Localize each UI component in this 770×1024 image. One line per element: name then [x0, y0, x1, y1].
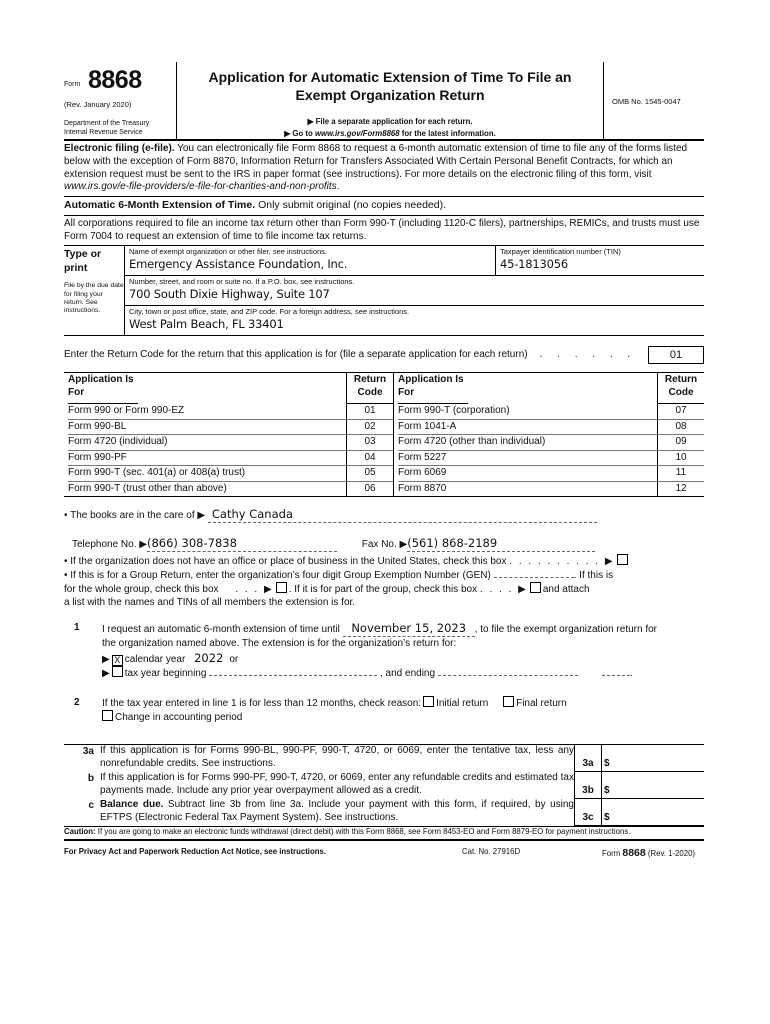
return-code-cell: 01: [347, 404, 393, 420]
line-text: [100, 799, 574, 826]
line-2-content: [102, 696, 704, 724]
privacy-notice: For Privacy Act and Paperwork Reduction Act Notice, see instructions.: [64, 847, 326, 857]
group-line-2: [64, 582, 704, 596]
return-type-cell: Form 1041-A: [398, 420, 657, 436]
title-line-2: Exempt Organization Return: [295, 87, 485, 104]
form-word: Form: [64, 81, 81, 88]
form-id-block: [64, 62, 177, 139]
line-1-text-a: I request an automatic 6-month extension of time until: [102, 624, 340, 636]
due-date-note: File by the due date for filing your return. See instructions.: [64, 282, 124, 315]
street-label: Number, street, and room or suite no. If a P.O. box, see instructions.: [129, 277, 355, 287]
return-type-cell: Form 990-T (sec. 401(a) or 408(a) trust): [68, 466, 346, 482]
footer-form-word: Form: [602, 849, 621, 859]
or-text: or: [229, 653, 239, 665]
line-number: 3a: [82, 746, 94, 758]
line-label: 3a: [574, 745, 601, 772]
return-type-cell: Form 4720 (individual): [68, 435, 346, 451]
caution-lead: Caution:: [64, 827, 96, 837]
phone-fax-line: [64, 536, 704, 552]
initial-return-checkbox[interactable]: [423, 696, 434, 707]
ending-label: , and ending: [380, 667, 436, 679]
return-code-cell: 03: [347, 435, 393, 451]
name-row: [125, 246, 704, 276]
city-field[interactable]: West Palm Beach, FL 33401: [129, 316, 284, 331]
efile-paragraph: [64, 141, 704, 197]
group-gen-end: . If this is: [573, 569, 614, 581]
street-row: [125, 276, 704, 306]
return-code-field[interactable]: 01: [648, 346, 704, 364]
line-text: [100, 772, 574, 799]
form-instructions: [177, 116, 603, 139]
codes-header-code: Return Code: [347, 373, 393, 404]
line-2-number: 2: [74, 696, 80, 708]
caution-note: [64, 827, 704, 841]
books-care-line: [64, 507, 704, 523]
whole-group-text: for the whole group, check this box: [64, 583, 219, 595]
line-1-content: [102, 621, 704, 680]
return-code-cell: 11: [658, 466, 704, 482]
line-description: If this application is for Forms 990-PF, 990-T, 4720, or 6069, enter any refundable credits and estimated tax payments made. Include any prior year overpayment allowed as a credit.: [100, 772, 574, 797]
line-1-row-a: [102, 621, 704, 637]
tax-year-row: ▶ tax year beginning , and ending .: [102, 667, 633, 679]
city-cell: [125, 306, 704, 335]
agency: [64, 120, 149, 138]
return-code-cell: 02: [347, 420, 393, 436]
line-1-text-c: the organization named above. The extension is for the organization’s return for:: [102, 638, 457, 650]
extension-date-field[interactable]: November 15, 2023: [343, 621, 475, 637]
return-type-cell: Form 6069: [398, 466, 657, 482]
omb-number: OMB No. 1545-0047: [612, 97, 681, 106]
codes-col-app-left: [64, 373, 346, 496]
type-or-print-heading: Type or print: [64, 248, 102, 274]
return-type-cell: Form 990-PF: [68, 451, 346, 467]
return-codes-table: [64, 372, 704, 497]
tax-year-begin-field[interactable]: [209, 675, 377, 676]
footer-form-id: [602, 847, 695, 861]
footer-revision: (Rev. 1-2020): [647, 849, 695, 859]
initial-return-label: Initial return: [436, 697, 489, 709]
tax-year-label: tax year beginning: [124, 667, 207, 679]
return-code-cell: 07: [658, 404, 704, 420]
whole-group-dots: . . . ▶: [235, 583, 274, 595]
title-line-1: Application for Automatic Extension of Time To File an: [208, 69, 572, 85]
section-heading: [64, 197, 704, 216]
return-code-cell: 05: [347, 466, 393, 482]
phone-field[interactable]: (866) 308-7838: [147, 536, 337, 552]
no-office-line: [64, 554, 704, 568]
codes-col-code-right: [657, 373, 704, 496]
tin-label: Taxpayer identification number (TIN): [500, 247, 621, 257]
amount-field[interactable]: $: [601, 799, 704, 826]
return-type-cell: Form 990-BL: [68, 420, 346, 436]
change-accounting-checkbox[interactable]: [102, 710, 113, 721]
street-cell: [125, 276, 704, 305]
tin-cell: [495, 246, 704, 275]
codes-header-app: Application Is For: [398, 373, 468, 404]
footer-form-number: 8868: [622, 847, 646, 860]
service-name: Internal Revenue Service: [64, 128, 143, 136]
calendar-year-checkbox[interactable]: X: [112, 655, 123, 666]
return-code-cell: 06: [364, 482, 376, 494]
part-group-dots: . . . . ▶: [479, 583, 528, 595]
codes-col-code-left: [346, 373, 394, 496]
line-bold-lead: Balance due.: [100, 799, 164, 811]
line-label: 3c: [574, 799, 601, 826]
final-return-label: Final return: [516, 697, 567, 709]
line-3a: [64, 745, 704, 772]
form-number: 8868: [88, 66, 142, 94]
org-name-field[interactable]: Emergency Assistance Foundation, Inc.: [129, 256, 348, 271]
instruction-goto: [177, 128, 603, 140]
form-footer: [64, 847, 704, 861]
line-2-row-b: [102, 710, 704, 724]
gen-field[interactable]: [494, 577, 574, 578]
attach-text: and attach: [542, 583, 590, 595]
no-office-text: • If the organization does not have an office or place of business in the United States, check this box: [64, 556, 507, 568]
no-office-checkbox[interactable]: [617, 554, 628, 565]
return-type-cell: Form 990 or Form 990-EZ: [68, 404, 346, 420]
part-group-checkbox[interactable]: [530, 582, 541, 593]
omb-block: [604, 62, 704, 139]
books-label: • The books are in the care of ▶: [64, 510, 206, 522]
line-1-number: 1: [74, 622, 80, 634]
irs-link[interactable]: www.irs.gov/Form8868: [314, 129, 400, 139]
goto-prefix: ▶ Go to: [284, 129, 315, 139]
calendar-year-row: ▶ X calendar year 2022 or: [102, 650, 239, 665]
group-line-3: a list with the names and TINs of all members the extension is for.: [64, 596, 356, 608]
return-code-line: [64, 346, 704, 364]
fax-field[interactable]: (561) 868-2189: [407, 536, 595, 552]
codes-header-app: Application Is For: [68, 373, 138, 404]
line-number: c: [88, 800, 94, 812]
whole-group-checkbox[interactable]: [276, 582, 287, 593]
return-code-cell: 09: [658, 435, 704, 451]
line-2-text: If the tax year entered in line 1 is for less than 12 months, check reason:: [102, 697, 422, 709]
group-line-1: [64, 569, 704, 582]
instruction-separate: ▶ File a separate application for each return.: [307, 117, 473, 127]
line-3b: [64, 772, 704, 799]
group-gen-text: • If this is for a Group Return, enter the organization’s four digit Group Exemption Number (GEN): [64, 569, 491, 581]
efile-link[interactable]: www.irs.gov/e-file-providers/e-file-for-charities-and-non-profits: [64, 181, 337, 193]
line-number: b: [87, 773, 94, 785]
phone-label: Telephone No. ▶: [72, 539, 147, 551]
return-code-cell: 08: [658, 420, 704, 436]
return-type-cell: Form 8870: [398, 482, 447, 494]
line-1: [64, 621, 704, 680]
tax-year-end-field[interactable]: [438, 675, 578, 676]
codes-header-code: Return Code: [658, 373, 704, 404]
line-3c: [64, 799, 704, 826]
return-code-cell: 12: [675, 482, 687, 494]
org-name-label: Name of exempt organization or other filer, see instructions.: [129, 247, 328, 257]
form-title: [177, 68, 603, 104]
part-group-text: . If it is for part of the group, check this box: [288, 583, 478, 595]
line-1-text-b: , to file the exempt organization return for: [474, 624, 658, 636]
tin-field[interactable]: 45-1813056: [500, 256, 568, 271]
section-title: Automatic 6-Month Extension of Time.: [64, 199, 256, 212]
calendar-year-label: calendar year: [124, 653, 186, 665]
catalog-number: Cat. No. 27916D: [462, 847, 521, 857]
efile-end: .: [336, 181, 340, 193]
fax-label: Fax No. ▶: [361, 539, 408, 551]
tax-year-end-suffix[interactable]: [602, 675, 630, 676]
filer-info-block: [64, 246, 704, 336]
amount-field[interactable]: $: [601, 745, 704, 772]
calendar-year-field[interactable]: 2022: [194, 650, 224, 665]
codes-col-app-right: [394, 373, 657, 496]
city-row: [125, 306, 704, 335]
department-name: Department of the Treasury: [64, 120, 150, 127]
return-type-cell: Form 990-T (corporation): [398, 404, 657, 420]
line-description: Subtract line 3b from line 3a. Include your payment with this form, if required, by using EFTPS (Electronic Federal Tax Payment System). See instructions.: [100, 799, 574, 824]
return-code-cell: 04: [347, 451, 393, 467]
efile-lead: Electronic filing (e-file).: [64, 143, 175, 154]
return-type-cell: Form 5227: [398, 451, 657, 467]
filer-fields: [125, 246, 704, 335]
section-note: Only submit original (no copies needed).: [255, 199, 447, 212]
city-label: City, town or post office, state, and ZIP code. For a foreign address, see instructions.: [129, 307, 410, 317]
form-revision: (Rev. January 2020): [64, 100, 132, 109]
tax-year-checkbox[interactable]: [112, 666, 123, 677]
goto-suffix: for the latest information.: [399, 129, 496, 139]
type-or-print-label: [64, 246, 125, 335]
period: .: [629, 667, 633, 679]
org-name-cell: [125, 246, 495, 275]
line-description: If this application is for Forms 990-BL, 990-PF, 990-T, 4720, or 6069, enter the tentative tax, less any nonrefundable credits. See instructions.: [100, 745, 574, 770]
form-title-block: [177, 62, 604, 139]
return-type-cell: Form 4720 (other than individual): [398, 435, 657, 451]
change-accounting-label: Change in accounting period: [115, 712, 243, 724]
no-office-dots: . . . . . . . . . . ▶: [509, 556, 615, 568]
return-code-cell: 10: [658, 451, 704, 467]
books-care-field[interactable]: Cathy Canada: [208, 507, 597, 523]
line-text: [100, 745, 574, 772]
line-2: [64, 696, 704, 724]
caution-text: If you are going to make an electronic funds withdrawal (direct debit) with this Form 8868, see Form 8453-EO and Form 8879-EO for payment instructions.: [95, 827, 631, 837]
form-8868: [64, 62, 704, 861]
form-header: [64, 62, 704, 141]
final-return-checkbox[interactable]: [503, 696, 514, 707]
line-label: 3b: [574, 772, 601, 799]
return-code-prompt: Enter the Return Code for the return that this application is for (file a separate application for each return): [64, 349, 528, 361]
line-2-row-a: [102, 696, 704, 710]
return-code-dots: . . . . . .: [539, 349, 637, 361]
all-corporations-note: All corporations required to file an income tax return other than Form 990-T (including 1120-C filers), partnerships, REMICs, and trusts must use Form 7004 to request an extension of time to file income tax returns.: [64, 216, 704, 246]
lines-3-table: [64, 744, 704, 827]
efile-text: You can electronically file Form 8868 to request a 6-month automatic extension of time to file any of the forms listed below with the exception of Form 8870, Information Return for Transfers Associated With Certain Personal Benefit Contracts, for which an extension request must be sent to the IRS in paper format (see instructions). For more details on the electronic filing of this form, visit: [64, 143, 688, 180]
street-field[interactable]: 700 South Dixie Highway, Suite 107: [129, 286, 330, 301]
lines-3-rows: [64, 745, 704, 826]
return-type-cell: Form 990-T (trust other than above): [68, 482, 227, 494]
amount-field[interactable]: $: [601, 772, 704, 799]
